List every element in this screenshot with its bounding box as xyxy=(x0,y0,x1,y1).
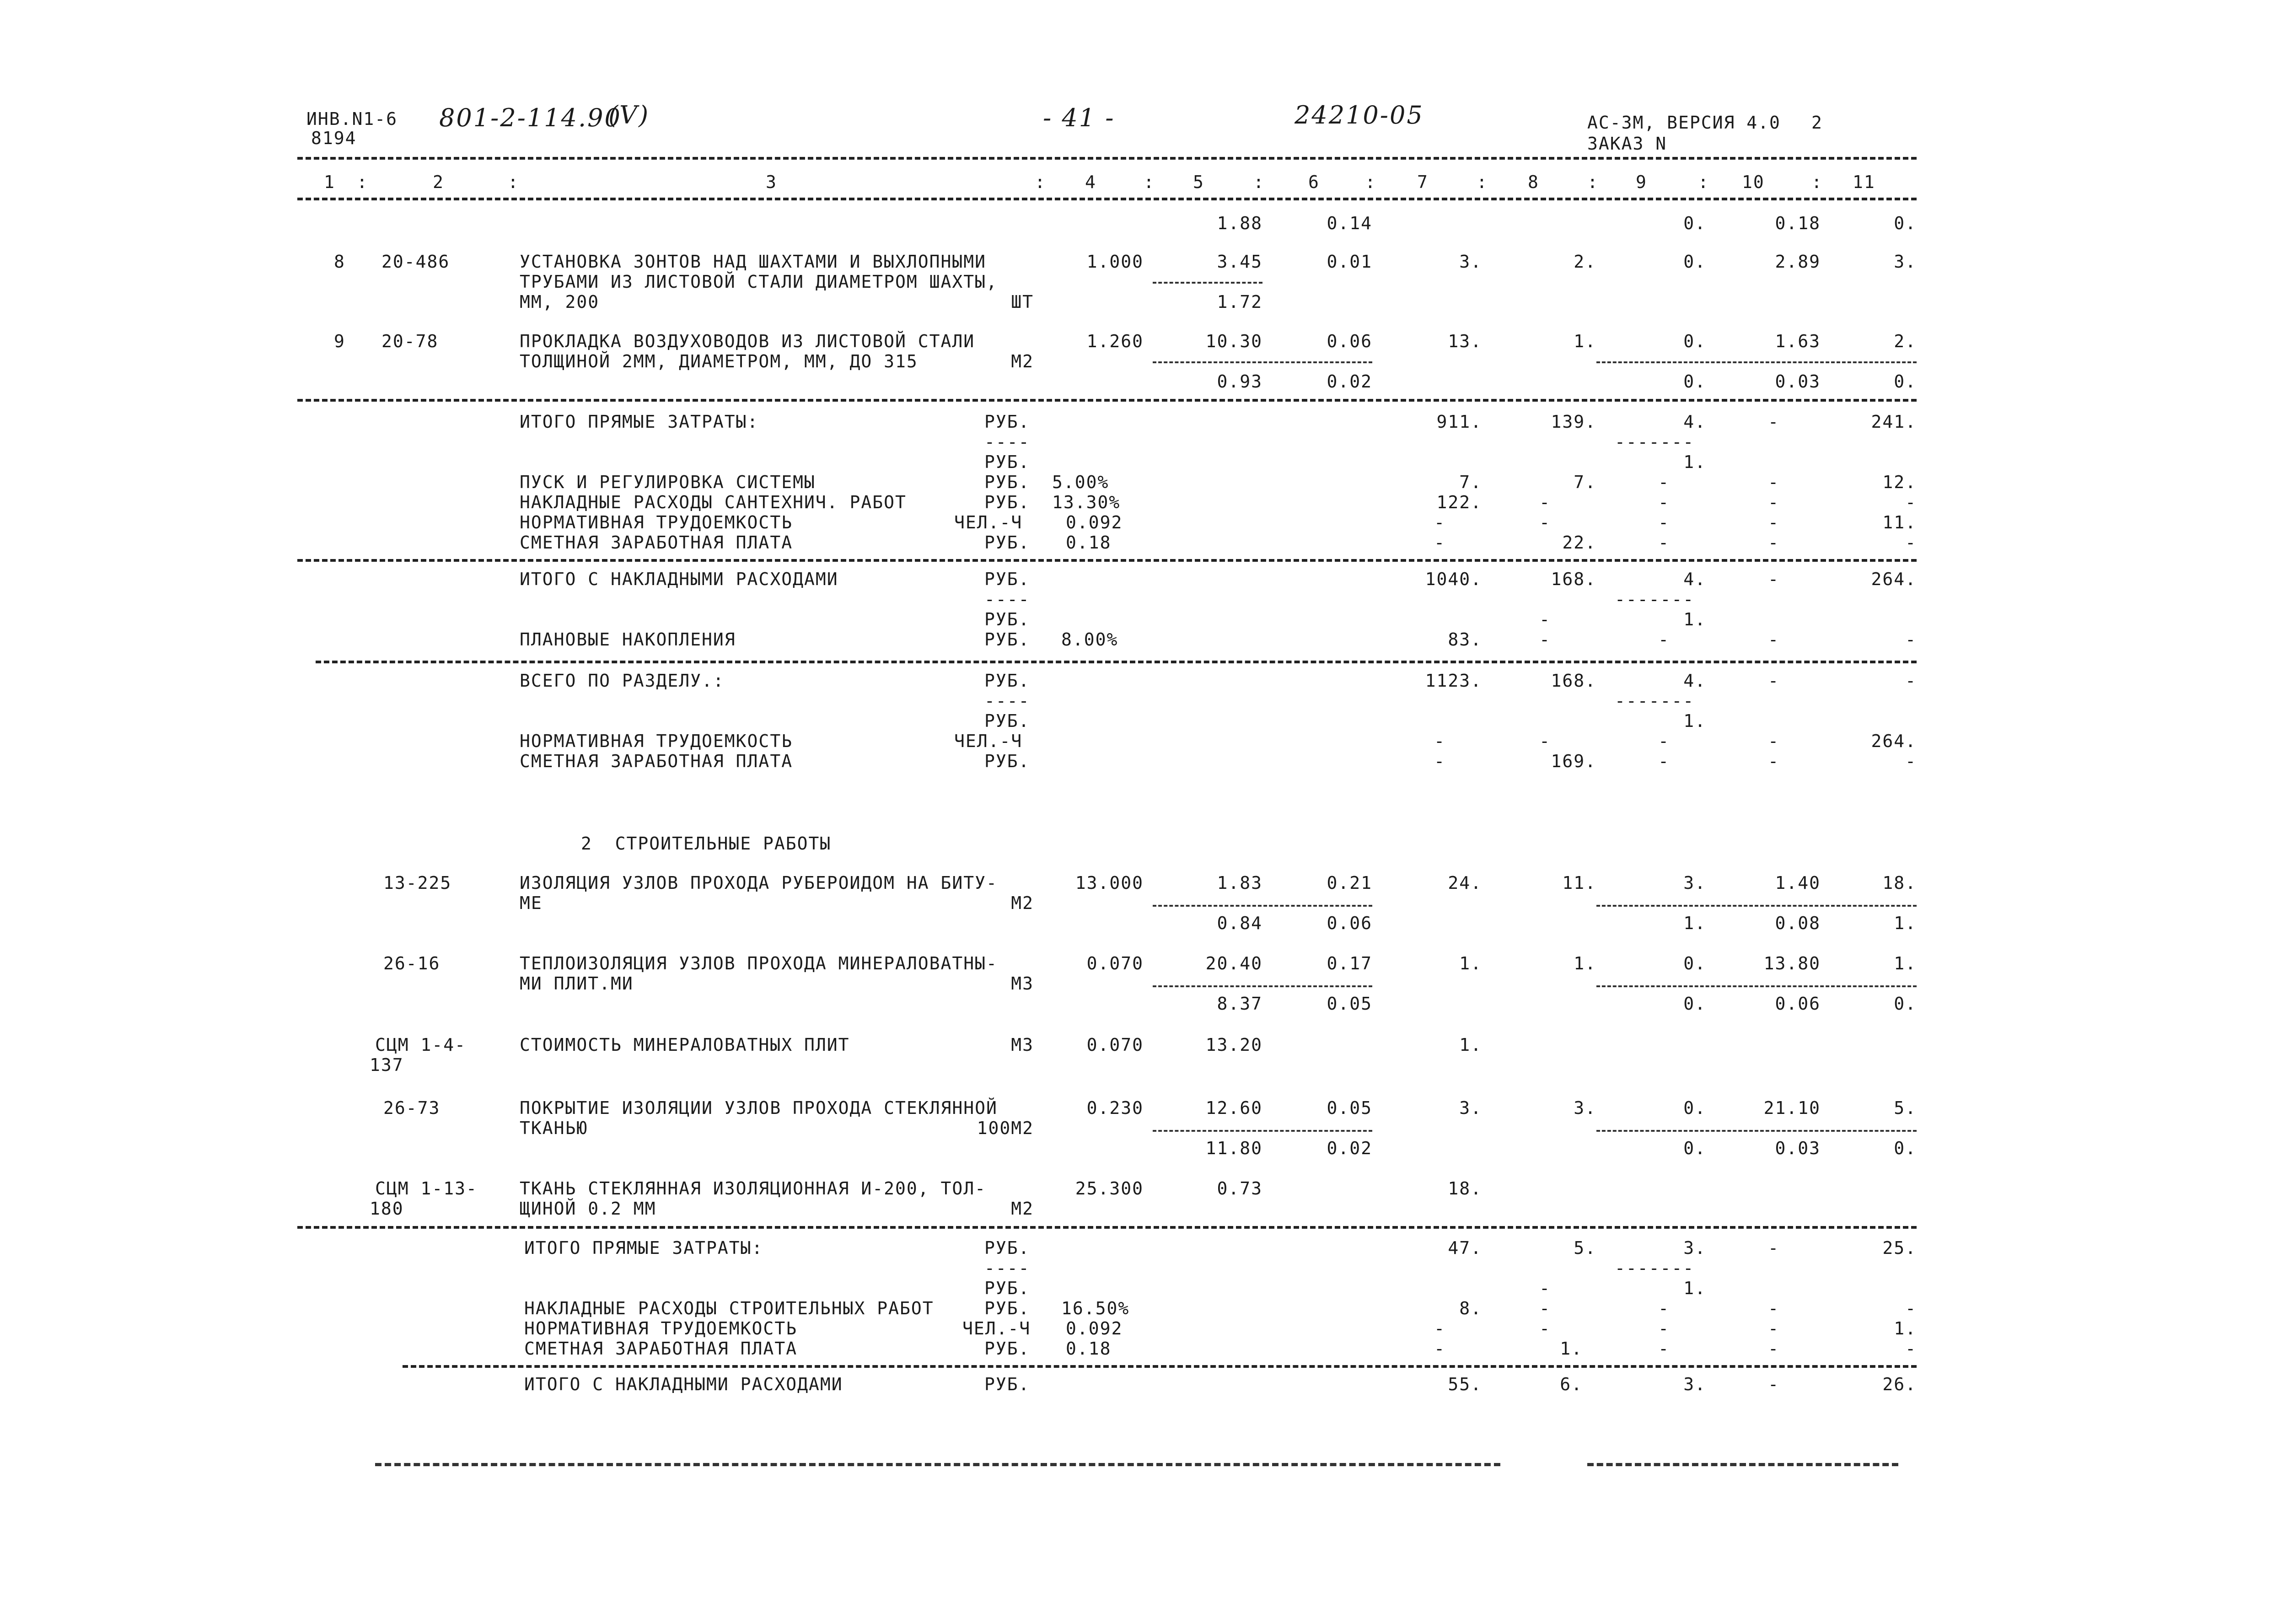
summary-unit: ЧЕЛ.-Ч xyxy=(954,731,1023,751)
summary-c10: - xyxy=(1768,671,1779,691)
cell-rule xyxy=(1596,361,1917,363)
row-quantity: 13.000 xyxy=(1075,873,1144,893)
summary-c10: - xyxy=(1768,1298,1779,1318)
unit-underline: ---- xyxy=(984,589,1030,609)
section-rule xyxy=(297,1226,1917,1229)
summary-unit: РУБ. xyxy=(984,412,1030,432)
summary-rate: 13.30% xyxy=(1052,492,1121,512)
summary-c10: - xyxy=(1768,731,1779,751)
summary-c11: - xyxy=(1905,629,1917,650)
row-description: ТОЛЩИНОЙ 2ММ, ДИАМЕТРОМ, ММ, ДО 315 xyxy=(520,351,918,371)
row-unit: ШТ xyxy=(1011,292,1034,312)
summary-c10: - xyxy=(1768,472,1779,492)
row-c8: 3. xyxy=(1574,1098,1596,1118)
summary-c7: 83. xyxy=(1448,629,1482,650)
value-underline: ------- xyxy=(1615,432,1695,452)
summary-c7: - xyxy=(1434,751,1445,771)
row-quantity: 0.230 xyxy=(1086,1098,1144,1118)
summary-c10: - xyxy=(1768,629,1779,650)
row-c9: 0. xyxy=(1683,953,1706,973)
summary-c8: - xyxy=(1539,1278,1551,1298)
summary-c9: 4. xyxy=(1683,569,1706,589)
summary-label: СМЕТНАЯ ЗАРАБОТНАЯ ПЛАТА xyxy=(520,532,793,553)
summary-c7: 8. xyxy=(1459,1298,1482,1318)
row-sub-c10: 0.03 xyxy=(1775,1138,1821,1158)
col-separator: : xyxy=(508,172,519,192)
summary-c8: 139. xyxy=(1551,412,1596,432)
summary-c8: 5. xyxy=(1574,1238,1596,1258)
cell-rule xyxy=(1596,905,1917,907)
summary-c9: 1. xyxy=(1683,711,1706,731)
summary-c11: - xyxy=(1905,532,1917,553)
summary-c10: - xyxy=(1768,1339,1779,1359)
summary-label: НОРМАТИВНАЯ ТРУДОЕМКОСТЬ xyxy=(520,512,793,532)
row-unit: 100М2 xyxy=(977,1118,1034,1138)
row-c10: 2.89 xyxy=(1775,252,1821,272)
row-c5: 20.40 xyxy=(1205,953,1262,973)
summary-c11: 264. xyxy=(1871,731,1917,751)
col-separator: : xyxy=(1587,172,1599,192)
album-number: (V) xyxy=(608,101,650,129)
summary-c7: - xyxy=(1434,512,1445,532)
col-separator: : xyxy=(1698,172,1709,192)
summary-label: ВСЕГО ПО РАЗДЕЛУ.: xyxy=(520,671,725,691)
summary-c10: - xyxy=(1768,569,1779,589)
summary-c10: - xyxy=(1768,1374,1779,1394)
column-header-4: 4 xyxy=(1085,172,1096,192)
row-c6: 0.17 xyxy=(1327,953,1372,973)
sheet-number: 2 xyxy=(1811,113,1823,133)
row-c7: 3. xyxy=(1459,252,1482,272)
row-code: СЦМ 1-4- xyxy=(375,1035,467,1055)
row-c11: 3. xyxy=(1894,252,1917,272)
summary-c8: 22. xyxy=(1562,532,1596,553)
row-code: 20-486 xyxy=(381,252,450,272)
summary-unit: РУБ. xyxy=(984,472,1030,492)
summary-c11: - xyxy=(1905,1339,1917,1359)
summary-c8: 6. xyxy=(1560,1374,1583,1394)
summary-c9: 4. xyxy=(1683,671,1706,691)
row-c6: 0.01 xyxy=(1327,252,1372,272)
row-c11: 2. xyxy=(1894,331,1917,351)
col-separator: : xyxy=(357,172,368,192)
page-number: - 41 - xyxy=(1043,103,1115,132)
summary-c11: - xyxy=(1905,751,1917,771)
col-separator: : xyxy=(1811,172,1823,192)
summary-unit: РУБ. xyxy=(984,1238,1030,1258)
summary-unit: РУБ. xyxy=(984,1278,1030,1298)
summary-c10: - xyxy=(1768,1238,1779,1258)
summary-c7: 911. xyxy=(1436,412,1482,432)
summary-c9: - xyxy=(1658,492,1670,512)
cell-rule xyxy=(1153,282,1262,284)
summary-rate: 0.092 xyxy=(1066,512,1123,532)
summary-c11: 11. xyxy=(1882,512,1917,532)
unit-underline: ---- xyxy=(984,432,1030,452)
row-code: 20-78 xyxy=(381,331,439,351)
row-sub-c5: 0.84 xyxy=(1217,913,1262,933)
summary-c9: - xyxy=(1658,1298,1670,1318)
row-sub-c5: 11.80 xyxy=(1205,1138,1262,1158)
row-c5: 1.83 xyxy=(1217,873,1262,893)
summary-c7: 47. xyxy=(1448,1238,1482,1258)
row-c10: 1.63 xyxy=(1775,331,1821,351)
summary-c10: - xyxy=(1768,532,1779,553)
summary-unit: РУБ. xyxy=(984,532,1030,553)
summary-c9: - xyxy=(1658,472,1670,492)
row-code: 180 xyxy=(370,1199,404,1219)
row-sub-c6: 0.06 xyxy=(1327,913,1372,933)
summary-c8: - xyxy=(1539,1318,1551,1339)
summary-c9: 1. xyxy=(1683,1278,1706,1298)
cont-c9: 0. xyxy=(1683,213,1706,233)
row-c5: 13.20 xyxy=(1205,1035,1262,1055)
summary-rate: 5.00% xyxy=(1052,472,1109,492)
unit-underline: ---- xyxy=(984,1258,1030,1278)
col-separator: : xyxy=(1477,172,1488,192)
row-sub-c9: 1. xyxy=(1683,913,1706,933)
cell-rule xyxy=(1153,905,1372,907)
row-number: 9 xyxy=(334,331,345,351)
inventory-label: ИНВ.N1-6 xyxy=(306,109,398,129)
row-quantity: 1.000 xyxy=(1086,252,1144,272)
summary-c7: 1040. xyxy=(1425,569,1482,589)
unit-underline: ---- xyxy=(984,691,1030,711)
section-rule xyxy=(316,661,1917,663)
summary-c7: - xyxy=(1434,1339,1445,1359)
handwritten-code: 24210-05 xyxy=(1295,101,1424,129)
row-description: ТРУБАМИ ИЗ ЛИСТОВОЙ СТАЛИ ДИАМЕТРОМ ШАХТЫ, xyxy=(520,272,998,292)
row-c7: 1. xyxy=(1459,953,1482,973)
summary-c8: - xyxy=(1539,629,1551,650)
row-sub-c11: 1. xyxy=(1894,913,1917,933)
row-c10: 1.40 xyxy=(1775,873,1821,893)
row-description: ЩИНОЙ 0.2 ММ xyxy=(520,1199,656,1219)
summary-c9: 3. xyxy=(1683,1238,1706,1258)
cont-c10: 0.18 xyxy=(1775,213,1821,233)
row-quantity: 25.300 xyxy=(1075,1178,1144,1199)
summary-label: НАКЛАДНЫЕ РАСХОДЫ СТРОИТЕЛЬНЫХ РАБОТ xyxy=(524,1298,934,1318)
summary-c9: 1. xyxy=(1683,452,1706,472)
row-description: ТКАНЬ СТЕКЛЯННАЯ ИЗОЛЯЦИОННАЯ И-200, ТОЛ- xyxy=(520,1178,986,1199)
summary-c7: - xyxy=(1434,532,1445,553)
summary-c7: 122. xyxy=(1436,492,1482,512)
summary-c7: 1123. xyxy=(1425,671,1482,691)
row-c8: 11. xyxy=(1562,873,1596,893)
summary-c10: - xyxy=(1768,412,1779,432)
row-description: ИЗОЛЯЦИЯ УЗЛОВ ПРОХОДА РУБЕРОИДОМ НА БИТУ- xyxy=(520,873,998,893)
row-c6: 0.21 xyxy=(1327,873,1372,893)
summary-rate: 0.18 xyxy=(1066,532,1112,553)
value-underline: ------- xyxy=(1615,691,1695,711)
row-description: ТКАНЬЮ xyxy=(520,1118,588,1138)
row-c5: 10.30 xyxy=(1205,331,1262,351)
cont-c5: 1.88 xyxy=(1217,213,1262,233)
row-sub-c10: 0.03 xyxy=(1775,371,1821,392)
summary-unit: РУБ. xyxy=(984,492,1030,512)
row-code: 26-16 xyxy=(383,953,440,973)
row-description: СТОИМОСТЬ МИНЕРАЛОВАТНЫХ ПЛИТ xyxy=(520,1035,850,1055)
row-c6: 0.06 xyxy=(1327,331,1372,351)
summary-c9: - xyxy=(1658,512,1670,532)
cell-rule xyxy=(1153,985,1372,987)
column-header-2: 2 xyxy=(433,172,444,192)
row-c6: 0.05 xyxy=(1327,1098,1372,1118)
summary-c8: - xyxy=(1539,731,1551,751)
row-description: ТЕПЛОИЗОЛЯЦИЯ УЗЛОВ ПРОХОДА МИНЕРАЛОВАТНЫ- xyxy=(520,953,998,973)
row-description: УСТАНОВКА ЗОНТОВ НАД ШАХТАМИ И ВЫХЛОПНЫМИ xyxy=(520,252,986,272)
summary-c7: 7. xyxy=(1459,472,1482,492)
summary-c8: 169. xyxy=(1551,751,1596,771)
summary-c8: - xyxy=(1539,492,1551,512)
row-c7: 18. xyxy=(1448,1178,1482,1199)
row-number: 8 xyxy=(334,252,345,272)
summary-c8: 168. xyxy=(1551,671,1596,691)
summary-c9: - xyxy=(1658,1318,1670,1339)
summary-c11: - xyxy=(1905,671,1917,691)
row-sub-c9: 0. xyxy=(1683,994,1706,1014)
col-separator: : xyxy=(1253,172,1265,192)
row-c10: 13.80 xyxy=(1763,953,1821,973)
summary-label: ПУСК И РЕГУЛИРОВКА СИСТЕМЫ xyxy=(520,472,816,492)
row-c7: 24. xyxy=(1448,873,1482,893)
summary-c8: - xyxy=(1539,1298,1551,1318)
column-header-1: 1 xyxy=(324,172,335,192)
column-header-8: 8 xyxy=(1528,172,1539,192)
summary-label: ИТОГО ПРЯМЫЕ ЗАТРАТЫ: xyxy=(520,412,759,432)
summary-rate: 0.18 xyxy=(1066,1339,1112,1359)
summary-unit: ЧЕЛ.-Ч xyxy=(962,1318,1031,1339)
row-c5: 0.73 xyxy=(1217,1178,1262,1199)
program-version: АС-3М, ВЕРСИЯ 4.0 xyxy=(1587,113,1781,133)
summary-c9: 1. xyxy=(1683,609,1706,629)
summary-label: СМЕТНАЯ ЗАРАБОТНАЯ ПЛАТА xyxy=(520,751,793,771)
section-rule xyxy=(297,399,1917,402)
column-header-7: 7 xyxy=(1417,172,1429,192)
summary-rate: 8.00% xyxy=(1061,629,1118,650)
row-quantity: 0.070 xyxy=(1086,953,1144,973)
summary-c11: - xyxy=(1905,1298,1917,1318)
row-quantity: 1.260 xyxy=(1086,331,1144,351)
row-c7: 3. xyxy=(1459,1098,1482,1118)
row-sub-c11: 0. xyxy=(1894,994,1917,1014)
summary-rate: 16.50% xyxy=(1061,1298,1130,1318)
summary-c10: - xyxy=(1768,1318,1779,1339)
row-description: ПРОКЛАДКА ВОЗДУХОВОДОВ ИЗ ЛИСТОВОЙ СТАЛИ xyxy=(520,331,975,351)
inventory-number: 8194 xyxy=(311,128,357,148)
column-header-10: 10 xyxy=(1742,172,1765,192)
bottom-rule xyxy=(375,1463,1500,1466)
summary-c9: - xyxy=(1658,629,1670,650)
row-description: МИ ПЛИТ.МИ xyxy=(520,973,634,994)
summary-c9: - xyxy=(1658,731,1670,751)
row-sub-c6: 0.02 xyxy=(1327,1138,1372,1158)
row-c7: 1. xyxy=(1459,1035,1482,1055)
value-underline: ------- xyxy=(1615,589,1695,609)
summary-label: СМЕТНАЯ ЗАРАБОТНАЯ ПЛАТА xyxy=(524,1339,798,1359)
summary-c8: - xyxy=(1539,512,1551,532)
value-underline: ------- xyxy=(1615,1258,1695,1278)
summary-c7: 55. xyxy=(1448,1374,1482,1394)
summary-c11: 264. xyxy=(1871,569,1917,589)
row-c8: 1. xyxy=(1574,331,1596,351)
summary-unit: РУБ. xyxy=(984,751,1030,771)
document-code: 801-2-114.90 xyxy=(439,103,622,132)
summary-unit: РУБ. xyxy=(984,1374,1030,1394)
summary-label: НОРМАТИВНАЯ ТРУДОЕМКОСТЬ xyxy=(524,1318,798,1339)
summary-c11: 26. xyxy=(1882,1374,1917,1394)
row-unit: М2 xyxy=(1011,351,1034,371)
row-sub-c9: 0. xyxy=(1683,371,1706,392)
header-rule-bottom xyxy=(297,198,1917,200)
cell-rule xyxy=(1153,1130,1372,1132)
row-c9: 0. xyxy=(1683,331,1706,351)
row-code: 13-225 xyxy=(383,873,452,893)
summary-c10: - xyxy=(1768,751,1779,771)
summary-unit: РУБ. xyxy=(984,452,1030,472)
summary-rate: 0.092 xyxy=(1066,1318,1123,1339)
summary-c9: 4. xyxy=(1683,412,1706,432)
row-c8: 2. xyxy=(1574,252,1596,272)
column-header-3: 3 xyxy=(766,172,777,192)
row-c11: 5. xyxy=(1894,1098,1917,1118)
summary-c11: 12. xyxy=(1882,472,1917,492)
summary-label: ПЛАНОВЫЕ НАКОПЛЕНИЯ xyxy=(520,629,736,650)
row-c11: 1. xyxy=(1894,953,1917,973)
col-separator: : xyxy=(1035,172,1046,192)
row-sub-c5: 8.37 xyxy=(1217,994,1262,1014)
section-rule xyxy=(297,559,1917,562)
cont-c6: 0.14 xyxy=(1327,213,1372,233)
summary-c11: 1. xyxy=(1894,1318,1917,1339)
summary-c8: 1. xyxy=(1560,1339,1583,1359)
section-title: 2 СТРОИТЕЛЬНЫЕ РАБОТЫ xyxy=(581,834,832,854)
summary-label: ИТОГО С НАКЛАДНЫМИ РАСХОДАМИ xyxy=(524,1374,843,1394)
row-sub-c9: 0. xyxy=(1683,1138,1706,1158)
row-unit: М2 xyxy=(1011,893,1034,913)
summary-c8: 7. xyxy=(1574,472,1596,492)
col-separator: : xyxy=(1365,172,1376,192)
summary-unit: РУБ. xyxy=(984,1339,1030,1359)
cell-rule xyxy=(1153,361,1372,363)
row-code: 137 xyxy=(370,1055,404,1075)
col-separator: : xyxy=(1144,172,1155,192)
summary-label: ИТОГО С НАКЛАДНЫМИ РАСХОДАМИ xyxy=(520,569,838,589)
row-description: ММ, 200 xyxy=(520,292,600,312)
column-header-6: 6 xyxy=(1308,172,1320,192)
summary-label: НАКЛАДНЫЕ РАСХОДЫ САНТЕХНИЧ. РАБОТ xyxy=(520,492,907,512)
row-c7: 13. xyxy=(1448,331,1482,351)
summary-unit: РУБ. xyxy=(984,629,1030,650)
row-sub-c11: 0. xyxy=(1894,1138,1917,1158)
summary-unit: РУБ. xyxy=(984,671,1030,691)
row-unit: М3 xyxy=(1011,973,1034,994)
row-sub-c5: 0.93 xyxy=(1217,371,1262,392)
summary-c8: - xyxy=(1539,609,1551,629)
summary-c9: - xyxy=(1658,532,1670,553)
summary-c7: - xyxy=(1434,1318,1445,1339)
cont-c11: 0. xyxy=(1894,213,1917,233)
row-c9: 3. xyxy=(1683,873,1706,893)
summary-c10: - xyxy=(1768,512,1779,532)
summary-c9: - xyxy=(1658,751,1670,771)
row-sub-c5: 1.72 xyxy=(1217,292,1262,312)
column-header-11: 11 xyxy=(1853,172,1875,192)
summary-unit: ЧЕЛ.-Ч xyxy=(954,512,1023,532)
summary-c11: - xyxy=(1905,492,1917,512)
row-unit: М2 xyxy=(1011,1199,1034,1219)
summary-c10: - xyxy=(1768,492,1779,512)
cell-rule xyxy=(1596,1130,1917,1132)
row-sub-c10: 0.06 xyxy=(1775,994,1821,1014)
summary-c11: 241. xyxy=(1871,412,1917,432)
row-sub-c11: 0. xyxy=(1894,371,1917,392)
row-c8: 1. xyxy=(1574,953,1596,973)
summary-c8: 168. xyxy=(1551,569,1596,589)
column-header-5: 5 xyxy=(1193,172,1204,192)
column-header-9: 9 xyxy=(1636,172,1647,192)
row-c11: 18. xyxy=(1882,873,1917,893)
cell-rule xyxy=(1596,985,1917,987)
row-c5: 12.60 xyxy=(1205,1098,1262,1118)
bottom-rule xyxy=(1587,1463,1898,1466)
row-c9: 0. xyxy=(1683,1098,1706,1118)
summary-unit: РУБ. xyxy=(984,569,1030,589)
row-c9: 0. xyxy=(1683,252,1706,272)
summary-unit: РУБ. xyxy=(984,711,1030,731)
row-sub-c6: 0.02 xyxy=(1327,371,1372,392)
summary-c7: - xyxy=(1434,731,1445,751)
row-description: ПОКРЫТИЕ ИЗОЛЯЦИИ УЗЛОВ ПРОХОДА СТЕКЛЯННОЙ xyxy=(520,1098,998,1118)
row-code: СЦМ 1-13- xyxy=(375,1178,478,1199)
summary-label: ИТОГО ПРЯМЫЕ ЗАТРАТЫ: xyxy=(524,1238,763,1258)
header-rule-top xyxy=(297,157,1917,160)
row-sub-c10: 0.08 xyxy=(1775,913,1821,933)
section-rule xyxy=(403,1365,1917,1368)
row-unit: М3 xyxy=(1011,1035,1034,1055)
row-quantity: 0.070 xyxy=(1086,1035,1144,1055)
order-label: ЗАКАЗ N xyxy=(1587,134,1667,154)
row-description: МЕ xyxy=(520,893,543,913)
row-code: 26-73 xyxy=(383,1098,440,1118)
summary-c9: 3. xyxy=(1683,1374,1706,1394)
summary-c9: - xyxy=(1658,1339,1670,1359)
summary-unit: РУБ. xyxy=(984,609,1030,629)
summary-label: НОРМАТИВНАЯ ТРУДОЕМКОСТЬ xyxy=(520,731,793,751)
row-c5: 3.45 xyxy=(1217,252,1262,272)
row-c10: 21.10 xyxy=(1763,1098,1821,1118)
summary-unit: РУБ. xyxy=(984,1298,1030,1318)
summary-c11: 25. xyxy=(1882,1238,1917,1258)
row-sub-c6: 0.05 xyxy=(1327,994,1372,1014)
